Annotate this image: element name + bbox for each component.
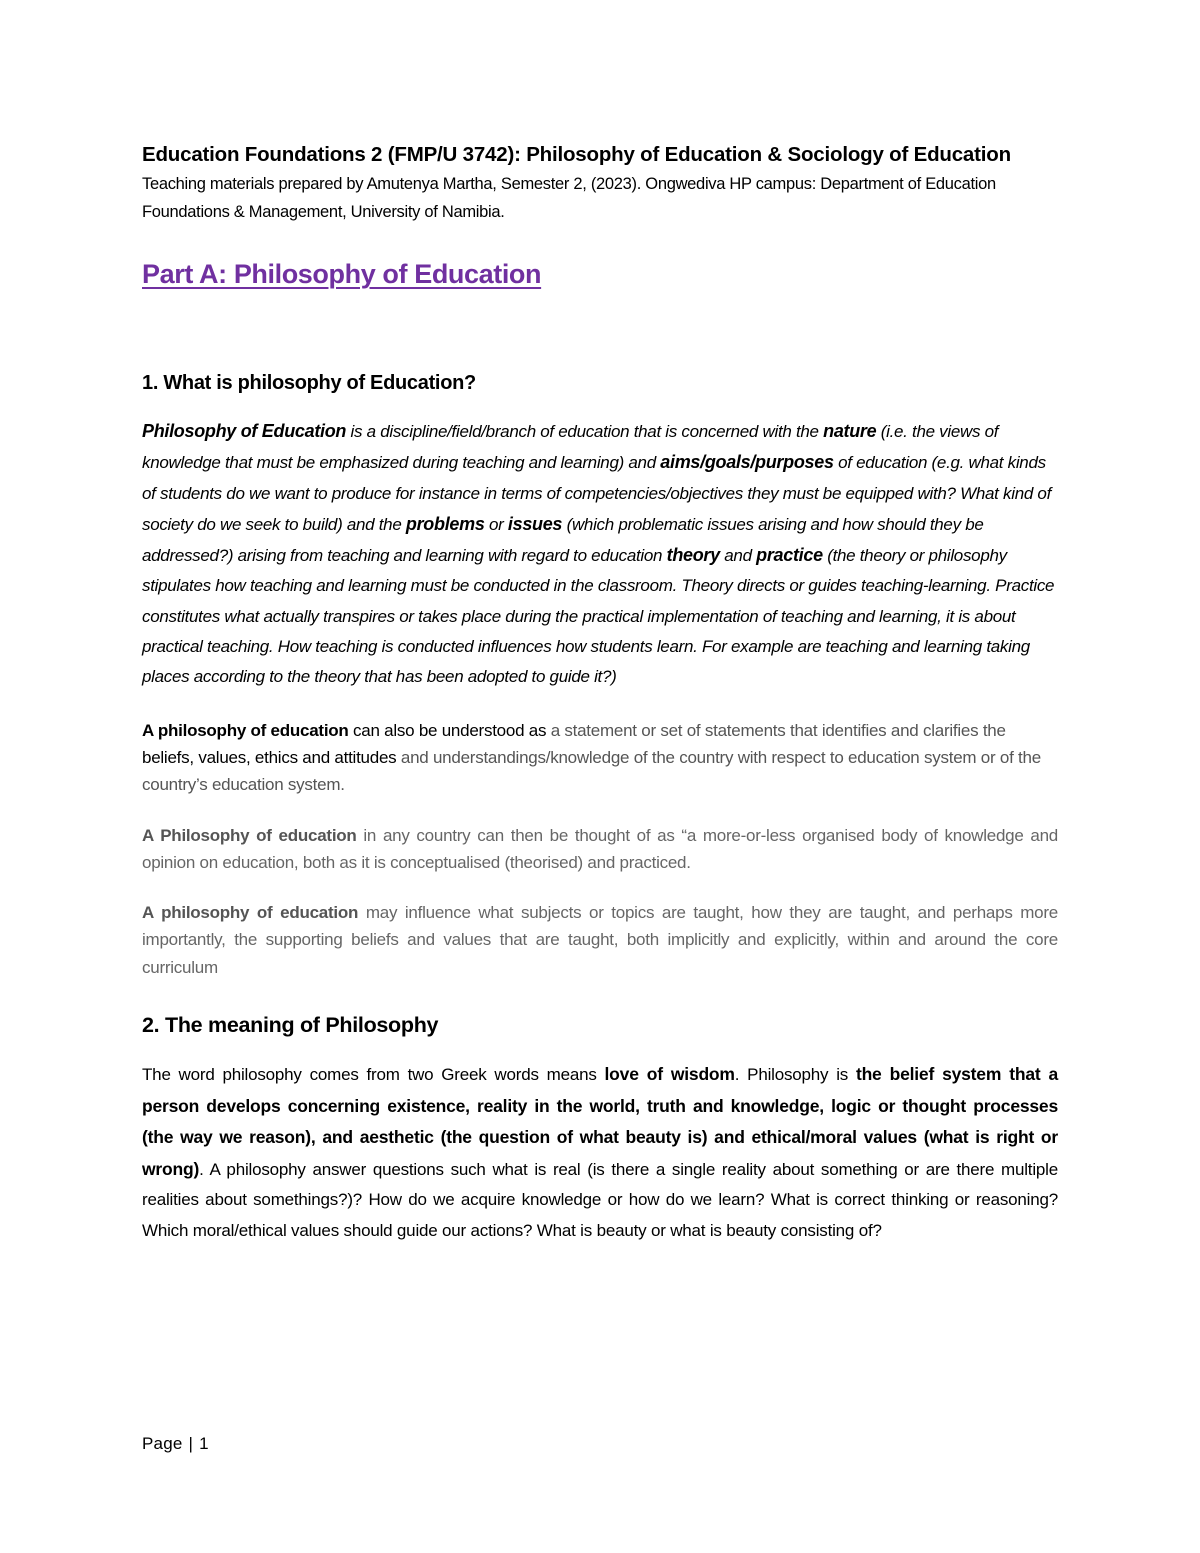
meaning-paragraph xyxy=(142,1059,1058,1247)
term-philosophy-of-education: A Philosophy of education xyxy=(142,825,357,845)
text-run: and xyxy=(719,546,757,566)
page-footer xyxy=(142,1432,209,1456)
text-run: in any country can then be thought of as “a more-or-less organised body of knowledge and opinion on education, both as it is conceptualised (theorised) and practiced. xyxy=(142,825,1058,872)
page-label: Page xyxy=(142,1434,183,1453)
text-run: (i.e. the views of knowledge that must be emphasized during teaching and learning) and xyxy=(142,422,999,473)
text-run: is a discipline/field/branch of education that is concerned with the xyxy=(346,422,824,441)
text-run: (which problematic issues arising and how should they be addressed?) arising from teaching and learning with regard to education xyxy=(142,514,984,566)
document-title: Education Foundations 2 (FMP/U 3742): Philosophy of Education & Sociology of Education xyxy=(142,143,1011,166)
term-practice: practice xyxy=(756,545,823,566)
text-run: or xyxy=(484,514,508,534)
text-run: and understandings/knowledge of the country with respect to education system or of the country’s education system. xyxy=(142,747,1041,795)
text-run-beliefs: beliefs, values, ethics and attitudes xyxy=(142,747,397,767)
text-run: can also be understood as xyxy=(348,720,551,740)
term-philosophy-of-education: A philosophy of education xyxy=(142,720,349,740)
footer-separator: | xyxy=(188,1434,194,1453)
term-philosophy-of-education: Philosophy of Education xyxy=(142,421,347,441)
term-issues: issues xyxy=(507,513,563,534)
page-content xyxy=(142,140,1058,1247)
term-nature: nature xyxy=(823,421,877,441)
text-run: may influence what subjects or topics are taught, how they are taught, and perhaps more importantly, the supporting beliefs and values that are taught, both implicitly and explicitly, within and around the core curriculum xyxy=(142,903,1058,977)
page-number: 1 xyxy=(199,1434,209,1453)
term-theory: theory xyxy=(666,545,720,566)
text-run: . A philosophy answer questions such what is real (is there a single reality about something or are there multiple realities about somethings?)? How do we acquire knowledge or how do we learn? What is correct thinking or reasoning? Which moral/ethical values should guide our actions? What is beauty or what is beauty consisting of? xyxy=(142,1159,1058,1241)
term-belief-system: the belief system that a person develops concerning existence, reality in the world, truth and knowledge, logic or thought processes (the way we reason), and aesthetic (the question of what beauty is) and ethical/moral values (what is right or wrong) xyxy=(142,1064,1059,1179)
curriculum-paragraph xyxy=(142,899,1058,981)
term-aims: aims/goals/purposes xyxy=(660,452,834,473)
term-love-of-wisdom: love of wisdom xyxy=(604,1064,735,1085)
term-problems: problems xyxy=(405,513,485,534)
text-run: a statement or set of statements that identifies and clarifies the xyxy=(550,720,1006,740)
body-of-knowledge-paragraph xyxy=(142,822,1058,877)
text-run: of education (e.g. what kinds of students do we want to produce for instance in terms of competencies/objectives they must be equipped with? What kind of society do we seek to build) and the xyxy=(142,453,1052,534)
text-run: . Philosophy is xyxy=(734,1065,856,1085)
text-run: The word philosophy comes from two Greek words means xyxy=(142,1065,605,1085)
part-a-heading: Part A: Philosophy of Education xyxy=(142,259,542,289)
text-run: (the theory or philosophy stipulates how teaching and learning must be conducted in the classroom. Theory directs or guides teaching-learning. Practice constitutes what actually transpires or takes place during the practical implementation of teaching and learning, it is about practical teaching. How teaching is conducted influences how students learn. For example are teaching and learning taking places according to the theory that has been adopted to guide it?) xyxy=(142,546,1055,687)
section-1-heading: 1. What is philosophy of Education? xyxy=(142,372,476,394)
document-subtitle: Teaching materials prepared by Amutenya Martha, Semester 2, (2023). Ongwediva HP campus: Department of Education Foundations & Management, University of Namibia. xyxy=(142,175,996,221)
definition-paragraph xyxy=(142,416,1058,693)
term-philosophy-of-education: A philosophy of education xyxy=(142,903,359,923)
section-2-heading: 2. The meaning of Philosophy xyxy=(142,1013,439,1038)
statement-paragraph xyxy=(142,717,1058,799)
